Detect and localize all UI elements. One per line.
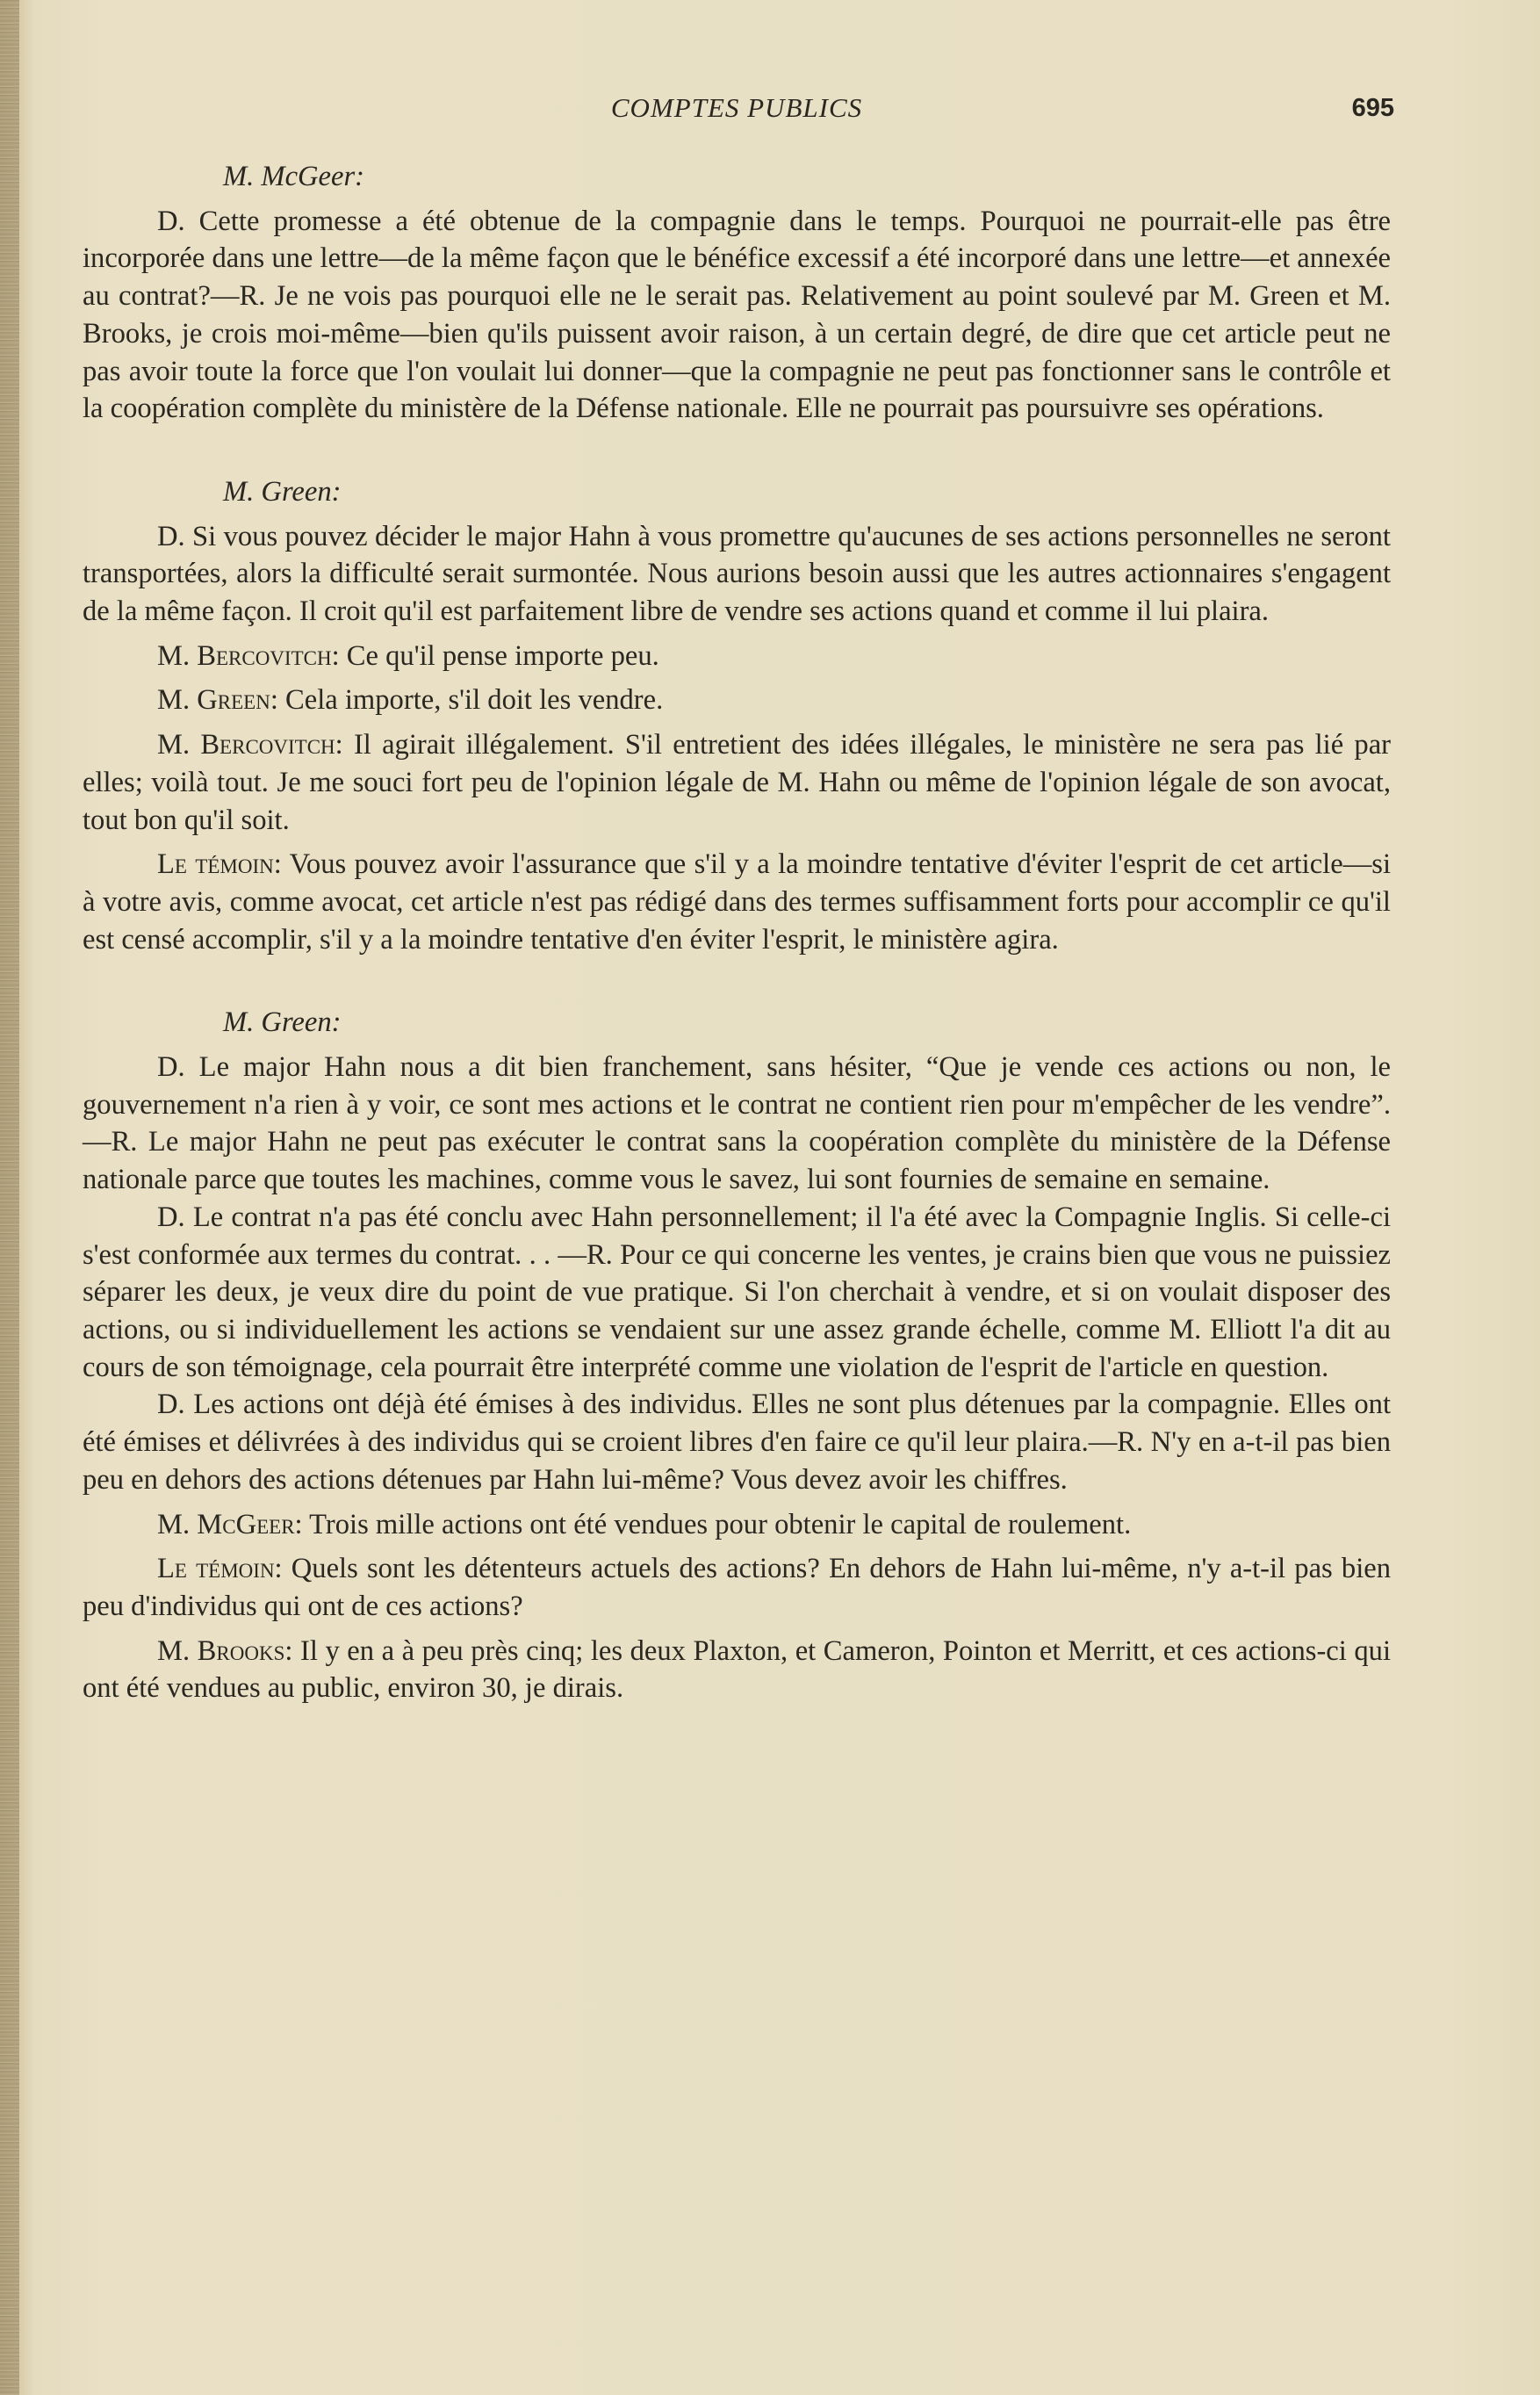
page-number: 695: [1351, 94, 1394, 122]
speaker-heading: M. Green:: [223, 475, 342, 508]
page-header: [79, 92, 1394, 136]
dialogue-text: Il agirait illégalement. S'il entretient des idées illégales, le ministère ne sera pas lié par elles; voilà tout. Je me souci fort peu de l'opinion légale de M. Hahn ou même de l'opinion légale de son avocat, tout bon qu'il soit.: [83, 729, 1391, 836]
speaker-name: M. Green:: [157, 684, 278, 717]
page-body: [83, 158, 1391, 1707]
dialogue-text: Ce qu'il pense importe peu.: [339, 639, 659, 672]
dialogue-paragraph: [83, 638, 1391, 675]
page-binding-edge: [0, 0, 19, 2395]
dialogue-text: Il y en a à peu près cinq; les deux Plaxton, et Cameron, Pointon et Merritt, et ces actions-ci qui ont été vendues au public, environ 30, je dirais.: [83, 1634, 1391, 1705]
section-gap: [83, 428, 1391, 473]
paragraph: D. Les actions ont déjà été émises à des individus. Elles ne sont plus détenues par la compagnie. Elles ont été émises et délivrées à des individus qui se croient libres d'en faire ce qu'il leur plaira.—R. N'y en a-t-il pas bien peu en dehors des actions détenues par Hahn lui-même? Vous devez avoir les chiffres.: [83, 1389, 1391, 1496]
dialogue-paragraph: [83, 682, 1391, 719]
paragraph: D. Le contrat n'a pas été conclu avec Hahn personnellement; il l'a été avec la Compagnie Inglis. Si celle-ci s'est conformée aux termes du contrat. . . —R. Pour ce qui concerne les ventes, je crains bien que vous ne puissiez séparer les deux, je veux dire du point de vue pratique. Si l'on cherchait à vendre, et si on voulait disposer des actions, ou si individuellement les actions se vendaient sur une assez grande échelle, comme M. Elliott l'a dit au cours de son témoignage, cela pourrait être interprété comme une violation de l'esprit de l'article en question.: [83, 1201, 1391, 1383]
dialogue-paragraph: [83, 846, 1391, 958]
speaker-name: M. Bercovitch:: [157, 729, 343, 761]
dialogue-text: Cela importe, s'il doit les vendre.: [277, 684, 664, 717]
dialogue-paragraph: [83, 1506, 1391, 1544]
speaker-name: M. McGeer:: [157, 1508, 303, 1540]
speaker-name: Le témoin:: [157, 848, 282, 881]
paragraph: D. Si vous pouvez décider le major Hahn à vous promettre qu'aucunes de ses actions personnelles ne seront transportées, alors la difficulté serait surmontée. Nous aurions besoin aussi que les autres actionnaires s'engagent de la même façon. Il croit qu'il est parfaitement libre de vendre ses actions quand et comme il lui plaira.: [83, 520, 1391, 628]
dialogue-paragraph: [83, 1550, 1391, 1625]
running-title: COMPTES PUBLICS: [610, 92, 863, 123]
paragraph: D. Le major Hahn nous a dit bien franchement, sans hésiter, “Que je vende ces actions ou non, le gouvernement n'a rien à y voir, ce sont mes actions et le contrat ne contient rien pour m'empêcher de les vendre”.—R. Le major Hahn ne peut pas exécuter le contrat sans la coopération complète du ministère de la Défense nationale parce que toutes les machines, comme vous le savez, lui sont fournies de semaine en semaine.: [83, 1051, 1391, 1196]
dialogue-paragraph: [83, 1633, 1391, 1707]
dialogue-paragraph: [83, 726, 1391, 839]
dialogue-text: Trois mille actions ont été vendues pour obtenir le capital de roulement.: [302, 1508, 1132, 1540]
section-gap: [83, 958, 1391, 1004]
dialogue-text: Quels sont les détenteurs actuels des actions? En dehors de Hahn lui-même, n'y a-t-il pas bien peu d'individus qui ont de ces actions?: [83, 1553, 1391, 1622]
speaker-heading: M. Green:: [223, 1006, 342, 1039]
dialogue-text: Vous pouvez avoir l'assurance que s'il y a la moindre tentative d'éviter l'esprit de cet article—si à votre avis, comme avocat, cet article n'est pas rédigé dans des termes suffisamment forts pour accomplir ce qu'il est censé accomplir, s'il y a la moindre tentative d'en éviter l'esprit, le ministère agira.: [83, 848, 1391, 956]
speaker-heading: M. McGeer:: [223, 161, 364, 192]
paragraph: D. Cette promesse a été obtenue de la compagnie dans le temps. Pourquoi ne pourrait-elle pas être incorporée dans une lettre—de la même façon que le bénéfice excessif a été incorporé dans une lettre—et annexée au contrat?—R. Je ne vois pas pourquoi elle ne le serait pas. Relativement au point soulevé par M. Green et M. Brooks, je crois moi-même—bien qu'ils puissent avoir raison, à un certain degré, de dire que cet article peut ne pas avoir toute la force que l'on voulait lui donner—que la compagnie ne peut pas fonctionner sans le contrôle et la coopération complète du ministère de la Défense nationale. Elle ne pourrait pas poursuivre ses opérations.: [83, 205, 1391, 425]
speaker-name: M. Brooks:: [157, 1634, 293, 1667]
speaker-name: Le témoin:: [157, 1553, 283, 1585]
speaker-name: M. Bercovitch:: [157, 639, 340, 672]
